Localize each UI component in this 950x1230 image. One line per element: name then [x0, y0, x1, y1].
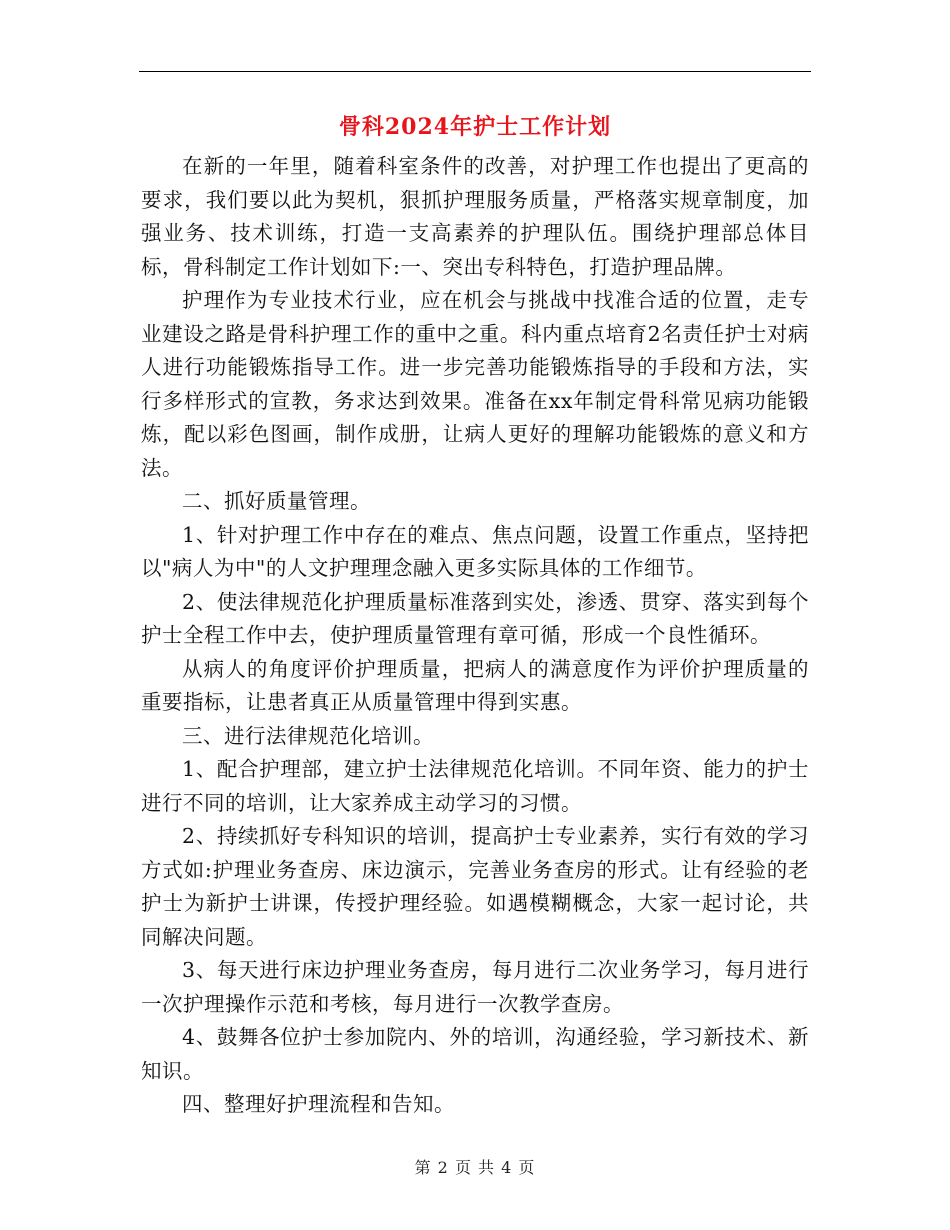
- header-rule: [139, 71, 811, 72]
- section-heading: 三、进行法律规范化培训。: [182, 723, 434, 748]
- page-number: 第 2 页 共 4 页: [414, 1158, 536, 1177]
- paragraph: 从病人的角度评价护理质量，把病人的满意度作为评价护理质量的重要指标，让患者真正从质量管理中得到实惠。: [141, 656, 809, 714]
- paragraph: 2、持续抓好专科知识的培训，提高护士专业素养，实行有效的学习方式如:护理业务查房、床边演示，完善业务查房的形式。让有经验的老护士为新护士讲课，传授护理经验。如遇模糊概念，大家一起讨论，共同解决问题。: [141, 824, 809, 949]
- paragraph: 护理作为专业技术行业，应在机会与挑战中找准合适的位置，走专业建设之路是骨科护理工作的重中之重。科内重点培育2名责任护士对病人进行功能锻炼指导工作。进一步完善功能锻炼指导的手段和方法，实行多样形式的宣教，务求达到效果。准备在xx年制定骨科常见病功能锻炼，配以彩色图画，制作成册，让病人更好的理解功能锻炼的意义和方法。: [141, 288, 809, 480]
- paragraph: 1、配合护理部，建立护士法律规范化培训。不同年资、能力的护士进行不同的培训，让大家养成主动学习的习惯。: [141, 757, 809, 815]
- document-body: [141, 150, 809, 1122]
- section-heading: 四、整理好护理流程和告知。: [182, 1092, 455, 1116]
- paragraph: 3、每天进行床边护理业务查房，每月进行二次业务学习，每月进行一次护理操作示范和考核，每月进行一次教学查房。: [141, 958, 809, 1016]
- paragraph: 在新的一年里，随着科室条件的改善，对护理工作也提出了更高的要求，我们要以此为契机，狠抓护理服务质量，严格落实规章制度，加强业务、技术训练，打造一支高素养的护理队伍。围绕护理部总体目标，骨科制定工作计划如下:一、突出专科特色，打造护理品牌。: [141, 154, 809, 279]
- paragraph: 2、使法律规范化护理质量标准落到实处，渗透、贯穿、落实到每个护士全程工作中去，使护理质量管理有章可循，形成一个良性循环。: [141, 589, 809, 647]
- paragraph: 1、针对护理工作中存在的难点、焦点问题，设置工作重点，坚持把以"病人为中"的人文护理理念融入更多实际具体的工作细节。: [141, 522, 809, 580]
- document-title: 骨科2024年护士工作计划: [338, 114, 612, 140]
- section-heading: 二、抓好质量管理。: [182, 489, 371, 513]
- paragraph: 4、鼓舞各位护士参加院内、外的培训，沟通经验，学习新技术、新知识。: [141, 1025, 809, 1083]
